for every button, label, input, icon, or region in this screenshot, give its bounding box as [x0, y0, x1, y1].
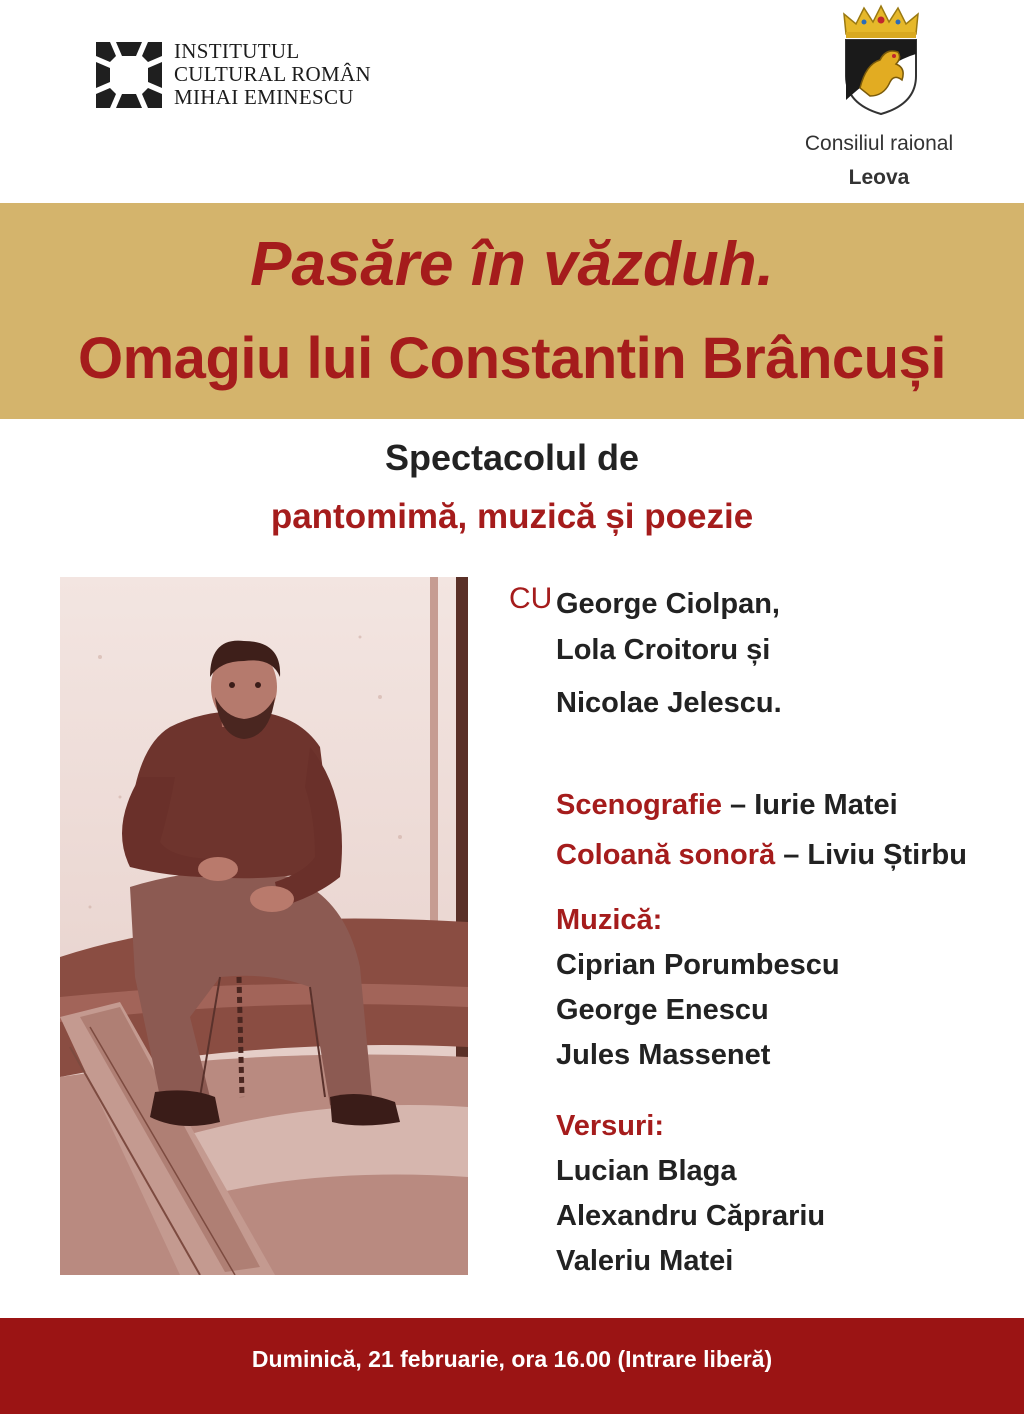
- subtitle-line-2: pantomimă, muzică și poezie: [270, 497, 754, 536]
- cast-name: Nicolae Jelescu.: [556, 687, 782, 719]
- credit-separator: –: [722, 789, 755, 821]
- council-logo: [760, 0, 980, 200]
- verses-heading: Versuri:: [556, 1110, 664, 1142]
- verses-poet: Alexandru Căprariu: [556, 1200, 826, 1232]
- icr-line-1: INSTITUTUL: [174, 39, 300, 63]
- music-heading: Muzică:: [556, 904, 663, 936]
- verses-poet: Lucian Blaga: [556, 1155, 737, 1187]
- footer-band: [0, 1318, 1024, 1414]
- title-band: [0, 203, 1024, 419]
- seated-man-photo: [60, 577, 468, 1275]
- icr-logo: [96, 40, 416, 112]
- credit-soundtrack: [556, 841, 967, 870]
- cast-name: Lola Croitoru și: [556, 634, 771, 666]
- credit-scenography: [556, 791, 898, 820]
- brancusi-photo: [60, 577, 468, 1275]
- music-composer: George Enescu: [556, 994, 769, 1026]
- title-line-2: Omagiu lui Constantin Brâncuși: [78, 326, 946, 391]
- council-district: Leova: [848, 166, 910, 189]
- subtitle-line-1: Spectacolul de: [384, 437, 640, 478]
- icr-line-2: CULTURAL ROMÂN: [174, 62, 371, 86]
- icr-logo-text: [174, 40, 371, 109]
- music-composer: Ciprian Porumbescu: [556, 949, 840, 981]
- council-name: Consiliul raional: [804, 132, 954, 155]
- event-date-text: Duminică, 21 februarie, ora 16.00 (Intrare liberă): [251, 1346, 773, 1372]
- icr-line-3: MIHAI EMINESCU: [174, 85, 354, 109]
- credit-person: Iurie Matei: [754, 789, 898, 821]
- cast-name: George Ciolpan,: [556, 588, 780, 620]
- coat-of-arms-icon: [840, 4, 922, 116]
- institute-cross-icon: [96, 42, 162, 108]
- credit-role: Scenografie: [556, 789, 722, 821]
- credit-person: Liviu Știrbu: [807, 839, 967, 871]
- music-composer: Jules Massenet: [556, 1039, 771, 1071]
- credit-role: Coloană sonoră: [556, 839, 776, 871]
- verses-poet: Valeriu Matei: [556, 1245, 734, 1277]
- cast-prefix: CU: [509, 582, 553, 615]
- title-line-1: Pasăre în văzduh.: [250, 230, 774, 299]
- credit-separator: –: [775, 839, 808, 871]
